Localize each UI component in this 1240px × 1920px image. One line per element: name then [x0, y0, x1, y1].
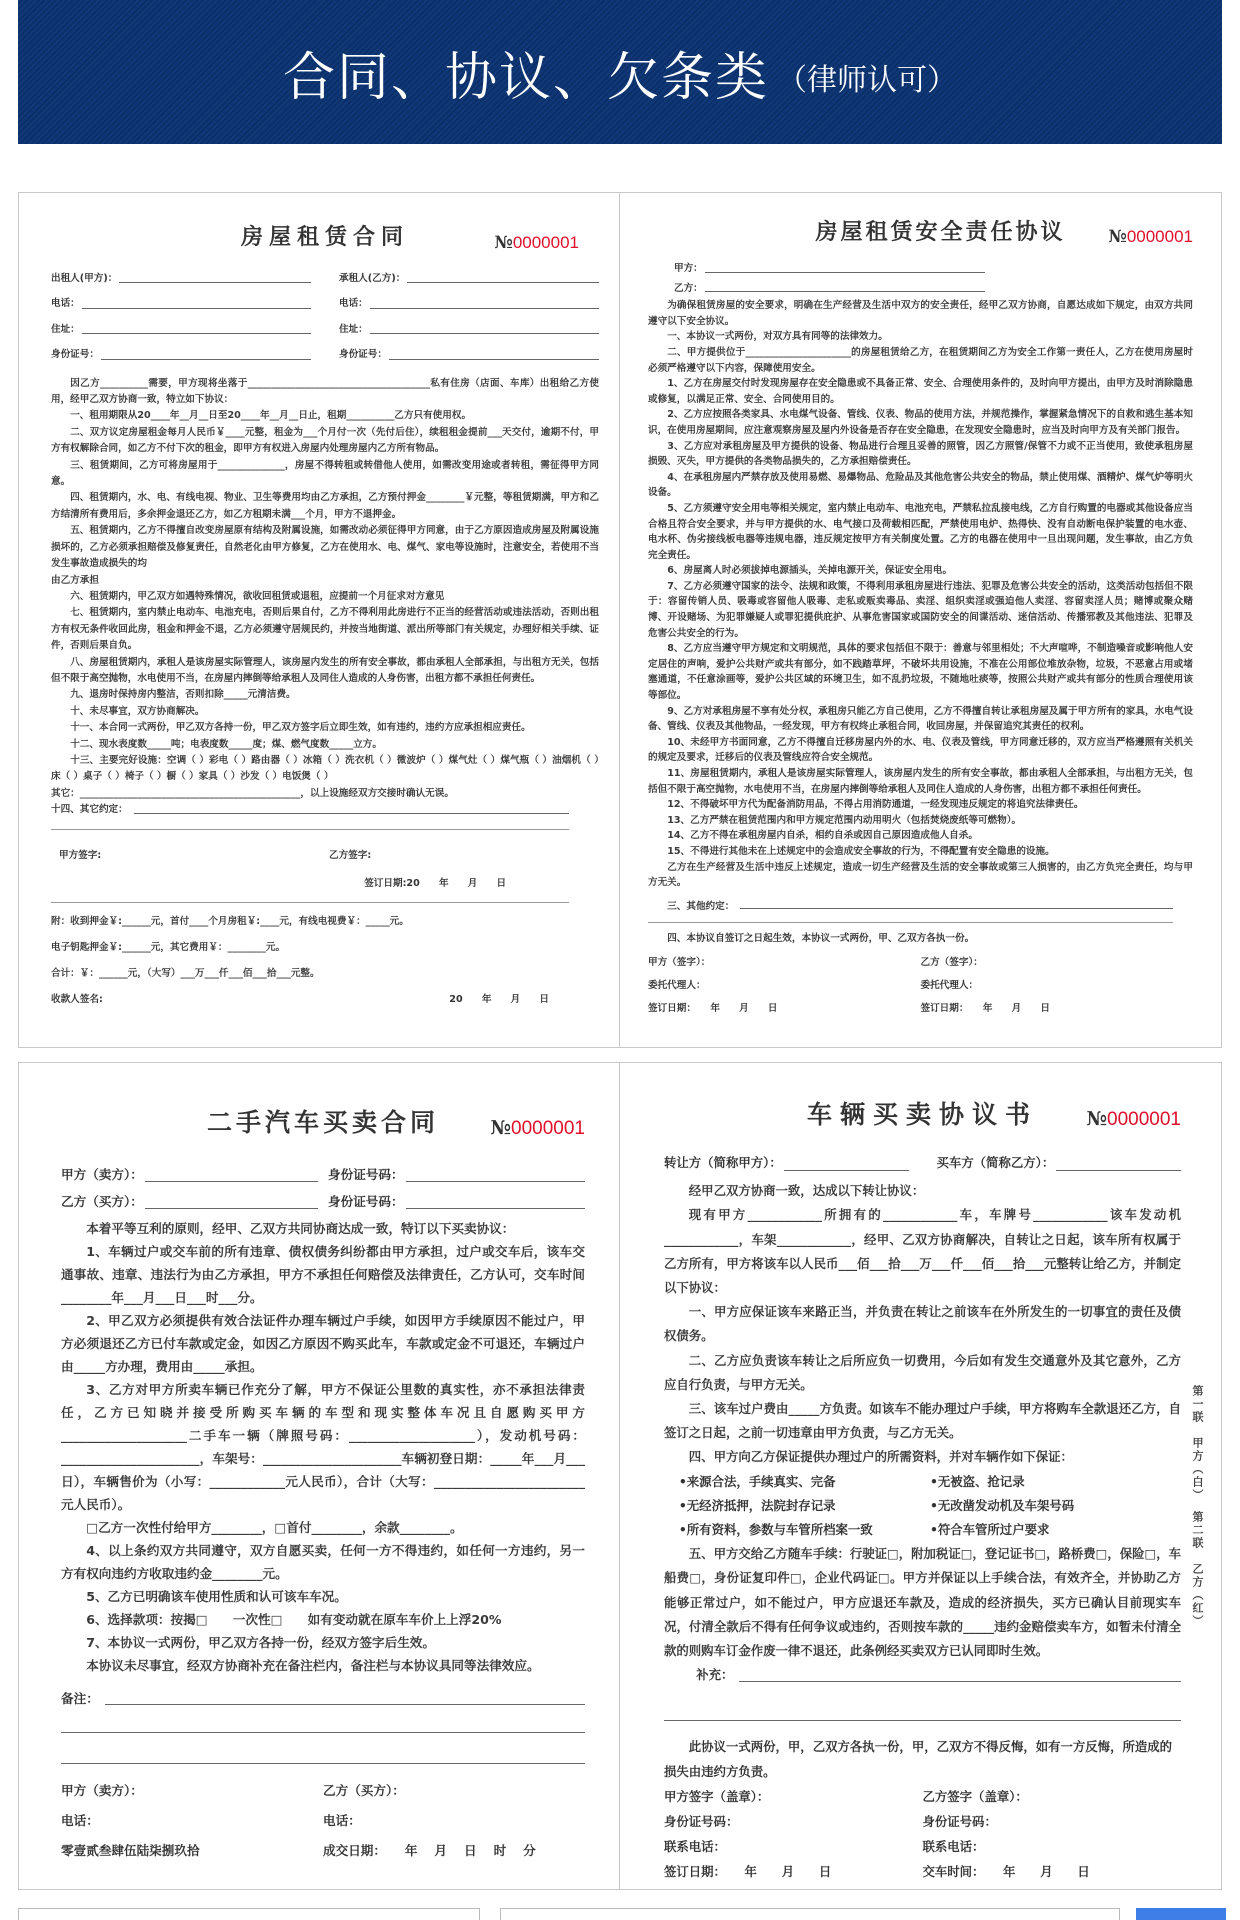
field-label: 电话：: [51, 298, 80, 310]
guarantee-list: [664, 1470, 1181, 1543]
paragraph: 14、乙方不得在承租房屋内自杀，相约自杀或因自己原因造成他人自杀。: [667, 830, 978, 842]
guarantee-item: •所有资料，参数与车管所档案一致: [678, 1522, 873, 1538]
field-input-line[interactable]: [145, 1208, 318, 1209]
paragraph: 12、不得破坏甲方代为配备消防用品，不得占用消防通道，一经发现违反规定的将追究法律责任。: [667, 799, 1084, 811]
fill-line[interactable]: [740, 908, 1173, 909]
signature-field: 乙方（买方）：: [323, 1783, 405, 1798]
signature-block: [648, 951, 1193, 1020]
signature-field: 乙方签字（盖章）：: [922, 1788, 1028, 1804]
form-field: [51, 271, 311, 287]
form-field: [339, 271, 599, 287]
document-title-block: [664, 1100, 1181, 1147]
field-label: 乙方：: [674, 282, 703, 294]
field-input-line[interactable]: [407, 282, 599, 283]
paragraph: □乙方一次性付给甲方________，□首付________，余款________。: [86, 1520, 463, 1535]
labeled-line: [51, 802, 569, 818]
form-field: [664, 1151, 909, 1175]
paragraph: 电子钥匙押金￥:______元，其它费用￥：________元。: [51, 941, 286, 953]
fill-line[interactable]: [105, 1704, 585, 1705]
signature-row: [61, 1776, 585, 1806]
serial-number-value: 0000001: [1107, 1109, 1181, 1130]
paragraph: 十一、本合同一式两份，甲乙双方各持一份，甲乙双方签字后立即生效，如有违约，违约方应承担相应责任。: [70, 722, 531, 734]
field-label: 乙方（买方）：: [61, 1194, 143, 1209]
serial-number: [1108, 229, 1193, 246]
signature-field: 零壹贰叁肆伍陆柒捌玖拾: [61, 1843, 200, 1858]
signature-field: 20 年 月 日: [449, 993, 549, 1005]
paragraph: 1、乙方在房屋交付时发现房屋存在安全隐患或不具备正常、安全、合理使用条件的，及时向甲方提出，由甲方及时消除隐患或修复，以满足正常、安全、合同使用目的。: [648, 378, 1193, 405]
signature-field: 联系电话：: [664, 1838, 726, 1854]
input-box[interactable]: [18, 1908, 480, 1920]
action-button[interactable]: [1136, 1908, 1226, 1920]
paragraph: 4、以上条约双方共同遵守，双方自愿买卖，任何一方不得违约，如任何一方违约，另一方有权向违约方收取违约金________元。: [61, 1543, 585, 1581]
field-grid: [648, 261, 1193, 296]
field-input-line[interactable]: [406, 1208, 585, 1209]
document-title: 车辆买卖协议书: [806, 1100, 1038, 1129]
document-title: 房屋租赁合同: [240, 224, 409, 250]
field-label: 买车方（简称乙方）：: [936, 1155, 1055, 1170]
signature-field: 收款人签名:: [51, 993, 103, 1005]
signature-row: [648, 951, 1193, 974]
effective-clause: 四、本协议自签订之日起生效，本协议一式两份，甲、乙双方各执一份。: [667, 933, 975, 945]
form-field: [328, 1163, 585, 1186]
field-label: 住址：: [339, 323, 368, 335]
banner-title: 合同、协议、欠条类: [282, 47, 769, 108]
field-input-line[interactable]: [82, 308, 311, 309]
signature-field: 甲方签字:: [59, 849, 102, 861]
copy-label-first: 第一联 甲方（白）: [1191, 1385, 1204, 1502]
paragraph: 一、本协议一式两份，对双方具有同等的法律效力。: [667, 331, 888, 343]
banner-subtitle: （律师认可）: [777, 63, 957, 98]
labeled-line: [648, 899, 1173, 915]
signature-field: 委托代理人：: [920, 979, 979, 991]
paragraph: 十三、主要完好设施：空调（ ）彩电（ ）路由器（ ）冰箱（ ）洗衣机（ ）微波炉（ ）煤气灶（ ）煤气瓶（ ）油烟机（ ）床（ ）桌子（ ）椅子（ ）橱（ ）家具（ ）沙发（ ）电饭煲（ ）: [51, 754, 599, 783]
document-body: [648, 298, 1193, 891]
field-grid: [61, 1163, 585, 1213]
paragraph: 6、选择款项：按揭□ 一次性□ 如有变动就在原车车价上上浮20%: [86, 1612, 502, 1627]
paragraph: 二、甲方提供位于______________________的房屋租赁给乙方，在租赁期间乙方为安全工作第一责任人，乙方在使用房屋时必须严格遵守以下内容，保障使用安全。: [648, 346, 1193, 374]
paragraph: 三、该车过户费由_____方负责。如该车不能办理过户手续，甲方将购车全款退还乙方，自签订之日起，之前一切违章由甲方负责，与乙方无关。: [664, 1401, 1181, 1441]
form-field: [328, 1190, 585, 1213]
paragraph: 八、房屋租赁期内，承租人是该房屋实际管理人，该房屋内发生的所有安全事故，都由承租人全部承担，与出租方无关，包括但不限于高空抛物，水电使用不当，在房屋内摔倒等给承租人及同住人造成的人身伤害，出租方都不承担任何责任。: [51, 656, 599, 684]
signature-field: 乙方签字:: [329, 849, 372, 861]
supplement-line: [664, 1687, 1181, 1721]
form-field: [674, 261, 985, 277]
field-label: 电话：: [339, 298, 368, 310]
paragraph: 二、双方议定房屋租金每月人民币￥____元整，租金为___个月付一次（先付后住），续租租金提前___天交付，逾期不付，甲方有权解除合同，如乙方不付下次的租金，即甲方有权进入房屋内处理房屋内乙方所有物品。: [51, 426, 599, 455]
paragraph: 9、乙方对承租房屋不享有处分权，承租房只能乙方自己使用，乙方不得擅自转让承租房屋及属于甲方所有的家具，水电气设备、管线、仪表及其他物品，一经发现，甲方有权终止承租合同，收回房屋，并保留追究其责任的权利。: [648, 705, 1193, 733]
field-input-line[interactable]: [145, 1181, 318, 1182]
paragraph: 九、退房时保持房内整洁，否则扣除_____元清洁费。: [70, 689, 296, 701]
signature-row: [664, 1834, 1181, 1859]
house-lease-contract: [18, 192, 620, 1048]
field-label: 身份证号：: [51, 349, 99, 361]
line-label: 三、其他约定：: [667, 900, 735, 912]
signature-field: 委托代理人：: [648, 979, 706, 991]
paragraph: 三、租赁期间，乙方可将房屋用于______________，房屋不得转租或转借他人使用，如需改变用途或者转租，需征得甲方同意。: [51, 459, 599, 488]
signature-row: [664, 1859, 1181, 1884]
signature-field: 电话：: [323, 1813, 361, 1828]
document-body: [664, 1179, 1181, 1469]
signature-block: [51, 987, 599, 1013]
paragraph: 10、未经甲方书面同意，乙方不得擅自迁移房屋内外的水、电、仪表及管线，甲方同意迁移的，双方应当严格遵照有关机关的规定及要求，迁移后的仪表及管线应符合安全规范。: [648, 736, 1193, 764]
signature-field: 成交日期： 年 月 日 时 分: [323, 1843, 536, 1858]
paragraph: 一、租用期限从20____年__月__日至20____年__月__日止，租期__________乙方只有使用权。: [70, 410, 472, 422]
closing-clause: 此协议一式两份，甲，乙双方各执一份，甲，乙双方不得反悔，如有一方反悔，所造成的损失由违约方负责。: [664, 1739, 1173, 1779]
form-field: [61, 1163, 318, 1186]
paragraph: 五、租赁期内，乙方不得擅自改变房屋原有结构及附属设施，如需改动必须征得甲方同意，由于乙方原因造成房屋及附属设施损坏的，乙方必须承担赔偿及修复责任，自然老化由甲方修复，乙方在使用水、电、煤气、家电等设施时，注意安全，若使用不当发生事故造成损失的均: [51, 525, 599, 570]
remarks-line: [61, 1710, 585, 1733]
signature-row: [61, 1806, 585, 1836]
document-title-block: [61, 1108, 585, 1155]
used-car-sale-contract: [18, 1062, 620, 1890]
signature-row: [648, 974, 1193, 997]
paragraph: 五、甲方交给乙方随车手续：行驶证□，附加税证□，登记证书□，路桥费□，保险□，车船费□，身份证复印件□，企业代码证□。甲方并保证以上手续合法，有效齐全，并协助乙方能够正常过户，如不能过户，甲方应退还车款及，造成的经济损失，买方已确认目前现实车况，付清全款后不得有任何争议或违约，否则按车款的_____违约金赔偿卖车方，如暂未付清全款的则购车订金作废一律不退还，此条例经买卖双方已认同即时生效。: [664, 1546, 1182, 1659]
signature-field: 甲方（签字）：: [648, 956, 711, 968]
paragraph: 四、甲方向乙方保证提供办理过户的所需资料，并对车辆作如下保证：: [688, 1449, 1073, 1465]
paragraph: 8、乙方应当遵守甲方规定和文明规范，具体的要求包括但不限于：善意与邻里相处；不大声喧哗，不制造噪音或影响他人安定居住的声响，爱护公共财产或共有部分，如不践踏草坪，不破坏共用设施，不准在公用部位堆放杂物，垃圾，不恶意占用或堵塞通道，不任意涂画等，爱护公共区域的环境卫生，如不乱扔垃圾，不随地吐痰等，按照公共财产或共有部分的性质合理使用该等部位。: [648, 643, 1193, 702]
line-label: 十四、其它约定：: [51, 804, 128, 816]
divider: [51, 829, 569, 830]
fill-line[interactable]: [739, 1681, 1181, 1682]
form-field: [51, 347, 311, 363]
serial-number: [494, 235, 579, 251]
field-label: 承租人(乙方)：: [339, 273, 406, 284]
document-title-block: [648, 219, 1193, 261]
divider: [51, 902, 569, 903]
signature-row: [664, 1809, 1181, 1834]
serial-number-value: 0000001: [1126, 227, 1193, 246]
field-input-line[interactable]: [370, 333, 599, 334]
form-field: [339, 296, 599, 312]
form-field: [937, 1151, 1182, 1175]
field-label: 转让方（简称甲方）：: [664, 1155, 782, 1170]
paragraph: 5、乙方须遵守安全用电等相关规定，室内禁止电动车、电池充电，严禁私拉乱接电线，乙方自行购置的电器或其他设备应当合格且符合安全要求，并与甲方提供的水、电气接口及荷载相匹配，严禁使用电炉、热得快、没有自动断电保护装置的电水壶、电水杯、伪劣接线板电器等违规电器，违反规定按甲方有关制度处置。乙方的电器在使用中一旦出现问题，发生事故，由乙方负完全责任。: [648, 502, 1193, 561]
form-field: [339, 322, 599, 338]
lease-safety-agreement: [620, 192, 1222, 1048]
paragraph: 15、不得进行其他未在上述规定中的会造成安全事故的行为，不得配置有安全隐患的设施。: [667, 845, 1055, 857]
remarks-line: [61, 1741, 585, 1764]
divider: [648, 922, 1173, 923]
guarantee-item: •无经济抵押，法院封存记录: [678, 1497, 836, 1513]
document-title: 房屋租赁安全责任协议: [815, 219, 1066, 245]
signature-block: [664, 1784, 1181, 1884]
document-title-block: [51, 224, 599, 265]
field-input-line[interactable]: [389, 359, 599, 360]
paragraph: 11、房屋租赁期内，承租人是该房屋实际管理人，该房屋内发生的所有安全事故，都由承租人全部承担，与出租方无关，包括但不限于高空抛物，水电使用不当，在房屋内摔倒等给承租人及同住人造成的人身伤害，出租方都不承担任何责任。: [648, 768, 1193, 795]
paragraph: 十二、现水表度数_____吨；电表度数_____度；煤、燃气度数_____立方。: [70, 738, 382, 750]
field-label: 身份证号码：: [328, 1194, 404, 1209]
paragraph: 7、乙方必须遵守国家的法令、法规和政策，不得利用承租房屋进行违法、犯罪及危害公共安全的活动，这类活动包括但不限于：容留传销人员、吸毒或容留他人吸毒、走私或贩卖毒品、卖淫、组织卖淫或强迫他人卖淫、容留卖淫人员；赌博或聚众赌博、开设赌场、为犯罪嫌疑人或罪犯提供庇护、从事危害国家或国防安全的间谍活动、迷信活动、传播邪教及其他违法、犯罪及危害公共安全的行为。: [648, 580, 1193, 639]
signature-field: 联系电话：: [922, 1838, 985, 1854]
document-body: [61, 1217, 585, 1677]
serial-number: [1086, 1107, 1181, 1132]
paragraph: 二、乙方应负责该车转让之后所应负一切费用，今后如有发生交通意外及其它意外，乙方应自行负责，与甲方无关。: [664, 1352, 1181, 1392]
form-field: [51, 322, 311, 338]
paragraph: 13、乙方严禁在租赁范围内和甲方规定范围内动用明火（包括焚烧废纸等可燃物）。: [667, 814, 1022, 826]
signature-field: 签订日期： 年 月 日: [648, 1002, 778, 1014]
form-field: [51, 296, 311, 312]
field-grid: [51, 271, 599, 364]
field-input-line[interactable]: [406, 1181, 585, 1182]
labeled-line: [61, 1687, 585, 1710]
guarantee-item: •无改凿发动机及车架号码: [929, 1497, 1075, 1513]
form-field: [61, 1190, 318, 1213]
field-input-line[interactable]: [705, 272, 986, 273]
serial-number: [490, 1117, 585, 1140]
paragraph: 由乙方承担: [51, 574, 99, 586]
document-body: [664, 1542, 1181, 1663]
number-sign: №: [1108, 227, 1127, 247]
field-input-line[interactable]: [370, 308, 599, 309]
paragraph: 乙方在生产经营及生活中违反上述规定，造成一切生产经营及生活的安全事故或第三人损害的，由乙方负完全责任，均与甲方无关。: [648, 861, 1193, 889]
paragraph: 其它：______________________________________________，以上设施经双方交接时确认无误。: [51, 787, 454, 799]
paragraph: 1、车辆过户或交车前的所有违章、债权债务纠纷都由甲方承担，过户或交车后，该车交通事故、违章、违法行为由乙方承担，甲方不承担任何赔偿及法律责任，乙方认可，交车时间________年___月___日___时___分。: [61, 1244, 585, 1305]
serial-number-value: 0000001: [512, 233, 579, 252]
signature-field: 身份证号码：: [664, 1813, 739, 1829]
signature-field: 签订日期:20 年 月 日: [364, 877, 507, 889]
field-input-line[interactable]: [82, 333, 311, 334]
input-box[interactable]: [500, 1908, 1120, 1920]
signature-row: [664, 1784, 1181, 1809]
paragraph: 一、甲方应保证该车来路正当，并负责在转让之前该车在外所发生的一切事宜的责任及债权债务。: [664, 1304, 1181, 1344]
paragraph: 十、未尽事宜，双方协商解决。: [70, 705, 205, 717]
paragraph: 6、房屋离人时必须拔掉电源插头，关掉电源开关，保证安全用电。: [667, 565, 953, 577]
paragraph: 3、乙方应对承租房屋及甲方提供的设备、物品进行合理且妥善的照管，因乙方照管/保管不力或不正当使用，致使承租房屋损毁、灭失，甲方提供的各类物品损失的，乙方承担赔偿责任。: [648, 440, 1193, 468]
guarantee-item: •无被盗、抢记录: [929, 1473, 1025, 1489]
copy-label-second: 第二联 乙方（红）: [1191, 1511, 1204, 1628]
field-input-line[interactable]: [119, 282, 311, 283]
field-input-line[interactable]: [101, 359, 311, 360]
paragraph: 四、租赁期内，水、电、有线电视、物业、卫生等费用均由乙方承担，乙方预付押金________￥元整，等租赁期满，甲方和乙方结清所有费用后，多余押金退还乙方，如乙方租期未满___个月，甲方不退押金。: [51, 492, 599, 520]
signature-row: [61, 1836, 585, 1866]
field-input-line[interactable]: [705, 291, 986, 292]
signature-block: [61, 1776, 585, 1866]
paragraph: 七、租赁期内，室内禁止电动车、电池充电，否则后果自付，乙方不得利用此房进行不正当的经营活动或违法活动，否则出租方有权无条件收回此房，租金和押金不退，乙方必须遵守居规民约，并按当地街道、派出所等部门有关规定，办理好相关手续、证件，否则后果自负。: [51, 607, 599, 652]
vehicle-sale-agreement: [620, 1062, 1222, 1890]
field-grid: [664, 1151, 1181, 1175]
document-title: 二手汽车买卖合同: [206, 1108, 439, 1137]
paragraph: 本着平等互利的原则，经甲、乙双方共同协商达成一致，特订以下买卖协议：: [86, 1221, 515, 1236]
paragraph: 5、乙方已明确该车使用性质和认可该车车况。: [86, 1589, 347, 1604]
document-body: [51, 909, 599, 987]
signature-field: 签订日期： 年 月 日: [920, 1002, 1051, 1014]
number-sign: №: [1086, 1108, 1108, 1130]
paragraph: 3、乙方对甲方所卖车辆已作充分了解，甲方不保证公里数的真实性，亦不承担法律责任，乙方已知晓并接受所购买车辆的车型和现实整体车况且自愿购买甲方____________________二手车一辆（牌照号码：____________________），发动机号码：______________________，车架号：______________________车辆初登日期：_____年___月___日），车辆售价为（小写：____________元人民币），合计（大写：________________________元人民币）。: [61, 1382, 585, 1512]
labeled-line: [664, 1663, 1181, 1687]
signature-field: [59, 870, 364, 898]
signature-row: [59, 842, 599, 870]
signature-field: 乙方（签字）：: [920, 956, 983, 968]
banner: [18, 0, 1222, 144]
line-label: 补充：: [696, 1667, 734, 1683]
field-label: 住址：: [51, 323, 80, 335]
guarantee-item: •来源合法，手续真实、完备: [678, 1473, 836, 1489]
signature-block: [51, 842, 599, 898]
signature-row: [51, 987, 549, 1013]
number-sign: №: [494, 233, 513, 253]
field-input-line[interactable]: [1056, 1170, 1181, 1171]
signature-field: 甲方签字（盖章）：: [664, 1788, 770, 1804]
paragraph: 附：收到押金￥:______元，首付____个月房租￥:____元，有线电视费￥：_____元。: [51, 915, 409, 927]
paragraph: 4、在承租房屋内严禁存放及使用易燃、易爆物品、危险品及其他危害公共安全的物品，禁止使用煤、酒精炉、煤气炉等明火设备。: [648, 471, 1193, 499]
field-label: 甲方（卖方）：: [61, 1167, 143, 1182]
number-sign: №: [490, 1117, 512, 1139]
paragraph: 本协议未尽事宜，经双方协商补充在备注栏内，备注栏与本协议具同等法律效应。: [86, 1658, 540, 1673]
paragraph: 2、乙方应按照各类家具、水电煤气设备、管线、仪表、物品的使用方法，并规范操作，掌握紧急情况下的自救和逃生基本知识，在使用房屋期间，应注意观察房屋及屋内外设备是否存在安全隐患，在发现安全隐患时，应当及时向甲方及有关部门报告。: [648, 409, 1193, 436]
paragraph: 经甲乙双方协商一致，达成以下转让协议：: [688, 1183, 925, 1199]
form-field: [339, 347, 599, 363]
signature-field: 交车时间： 年 月 日: [922, 1863, 1090, 1879]
field-label: 出租人(甲方)：: [51, 273, 118, 284]
document-body: [51, 376, 599, 803]
paragraph: 六、租赁期内，甲乙双方如遇特殊情况，欲收回租赁或退租，应提前一个月征求对方意见: [70, 590, 445, 602]
form-field: [674, 281, 985, 297]
fill-line[interactable]: [134, 813, 569, 814]
paragraph: 合计：￥：______元，（大写）___万___仟___佰___拾___元整。: [51, 967, 320, 979]
signature-field: 电话：: [61, 1813, 99, 1828]
field-label: 身份证号码：: [328, 1167, 404, 1182]
signature-row: [59, 870, 599, 898]
paragraph: 7、本协议一式两份，甲乙双方各持一份，经双方签字后生效。: [86, 1635, 435, 1650]
guarantee-item: •符合车管所过户要求: [929, 1522, 1050, 1538]
field-label: 身份证号：: [339, 349, 387, 361]
field-label: 甲方：: [674, 263, 703, 274]
line-label: 备注：: [61, 1691, 99, 1706]
serial-number-value: 0000001: [511, 1118, 585, 1139]
signature-field: 甲方（卖方）：: [61, 1783, 143, 1798]
field-input-line[interactable]: [784, 1170, 909, 1171]
paragraph: 因乙方__________需要，甲方现将坐落于______________________________________私有住房（店面、车库）出租给乙方使用，经甲乙双方协商一致，特立如下协议：: [51, 377, 599, 406]
paragraph: 现有甲方____________所拥有的____________车，车牌号____________该车发动机____________，车架____________，经甲、乙双方协商解决，自转让之日起，该车所有权属于乙方所有，甲方将该车以人民币___佰___拾___万___仟___佰___拾___元整转让给乙方，并制定以下协议：: [664, 1207, 1181, 1296]
paragraph: 为确保租赁房屋的安全要求，明确在生产经营及生活中双方的安全责任，经甲乙双方协商，自愿达成如下规定，由双方共同遵守以下安全协议。: [648, 300, 1193, 327]
signature-field: 身份证号码：: [922, 1813, 997, 1829]
signature-row: [648, 997, 1193, 1020]
signature-field: 签订日期： 年 月 日: [664, 1863, 832, 1879]
paragraph: 2、甲乙双方必须提供有效合法证件办理车辆过户手续，如因甲方手续原因不能过户，甲方必须退还乙方已付车款或定金，如因乙方原因不购买此车，车款或定金不可退还，车辆过户由_____方办理，费用由_____承担。: [61, 1313, 585, 1374]
